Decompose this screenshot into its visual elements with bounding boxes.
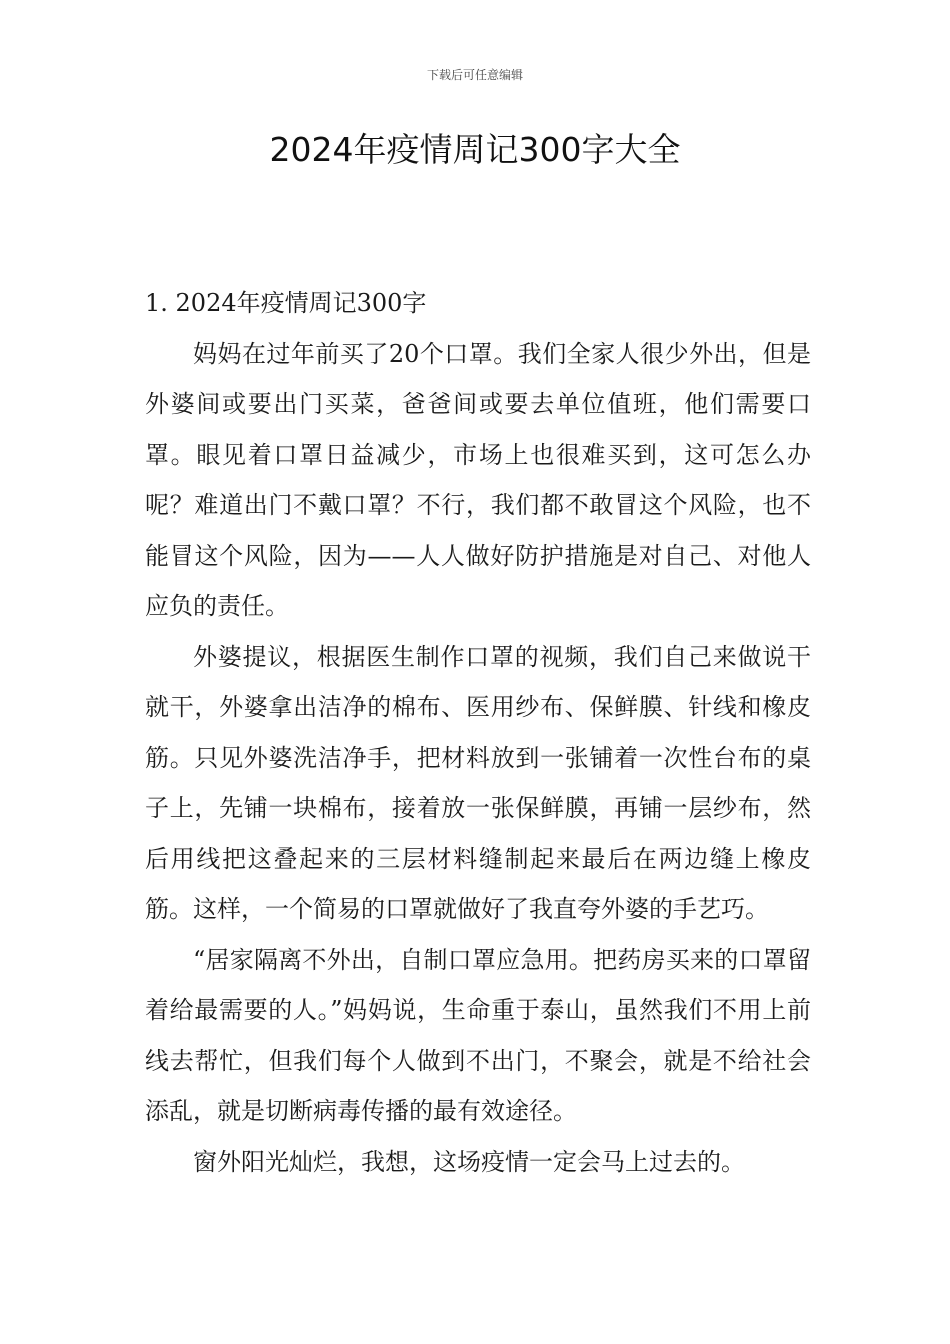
paragraph-3: “居家隔离不外出，自制口罩应急用。把药房买来的口罩留着给最需要的人。”妈妈说，生命重于泰山，虽然我们不用上前线去帮忙，但我们每个人做到不出门，不聚会，就是不给社会添乱，就是切断病毒传播的最有效途径。: [145, 945, 811, 1125]
header-note: 下载后可任意编辑: [426, 68, 523, 82]
paragraph-4: 窗外阳光灿烂，我想，这场疫情一定会马上过去的。: [193, 1147, 745, 1176]
paragraph-2: 外婆提议，根据医生制作口罩的视频，我们自己来做说干就干，外婆拿出洁净的棉布、医用纱布、保鲜膜、针线和橡皮筋。只见外婆洗洁净手，把材料放到一张铺着一次性台布的桌子上，先铺一块棉布，接着放一张保鲜膜，再铺一层纱布，然后用线把这叠起来的三层材料缝制起来最后在两边缝上橡皮筋。这样，一个简易的口罩就做好了我直夸外婆的手艺巧。: [145, 642, 811, 923]
document-body: [145, 278, 811, 1187]
paragraph-1: 妈妈在过年前买了20个口罩。我们全家人很少外出，但是外婆间或要出门买菜，爸爸间或要去单位值班，他们需要口罩。眼见着口罩日益减少，市场上也很难买到，这可怎么办呢？难道出门不戴口罩？不行，我们都不敢冒这个风险，也不能冒这个风险，因为——人人做好防护措施是对自己、对他人应负的责任。: [145, 339, 811, 620]
document-title: 2024年疫情周记300字大全: [269, 130, 681, 169]
section-heading: 1. 2024年疫情周记300字: [145, 289, 427, 317]
